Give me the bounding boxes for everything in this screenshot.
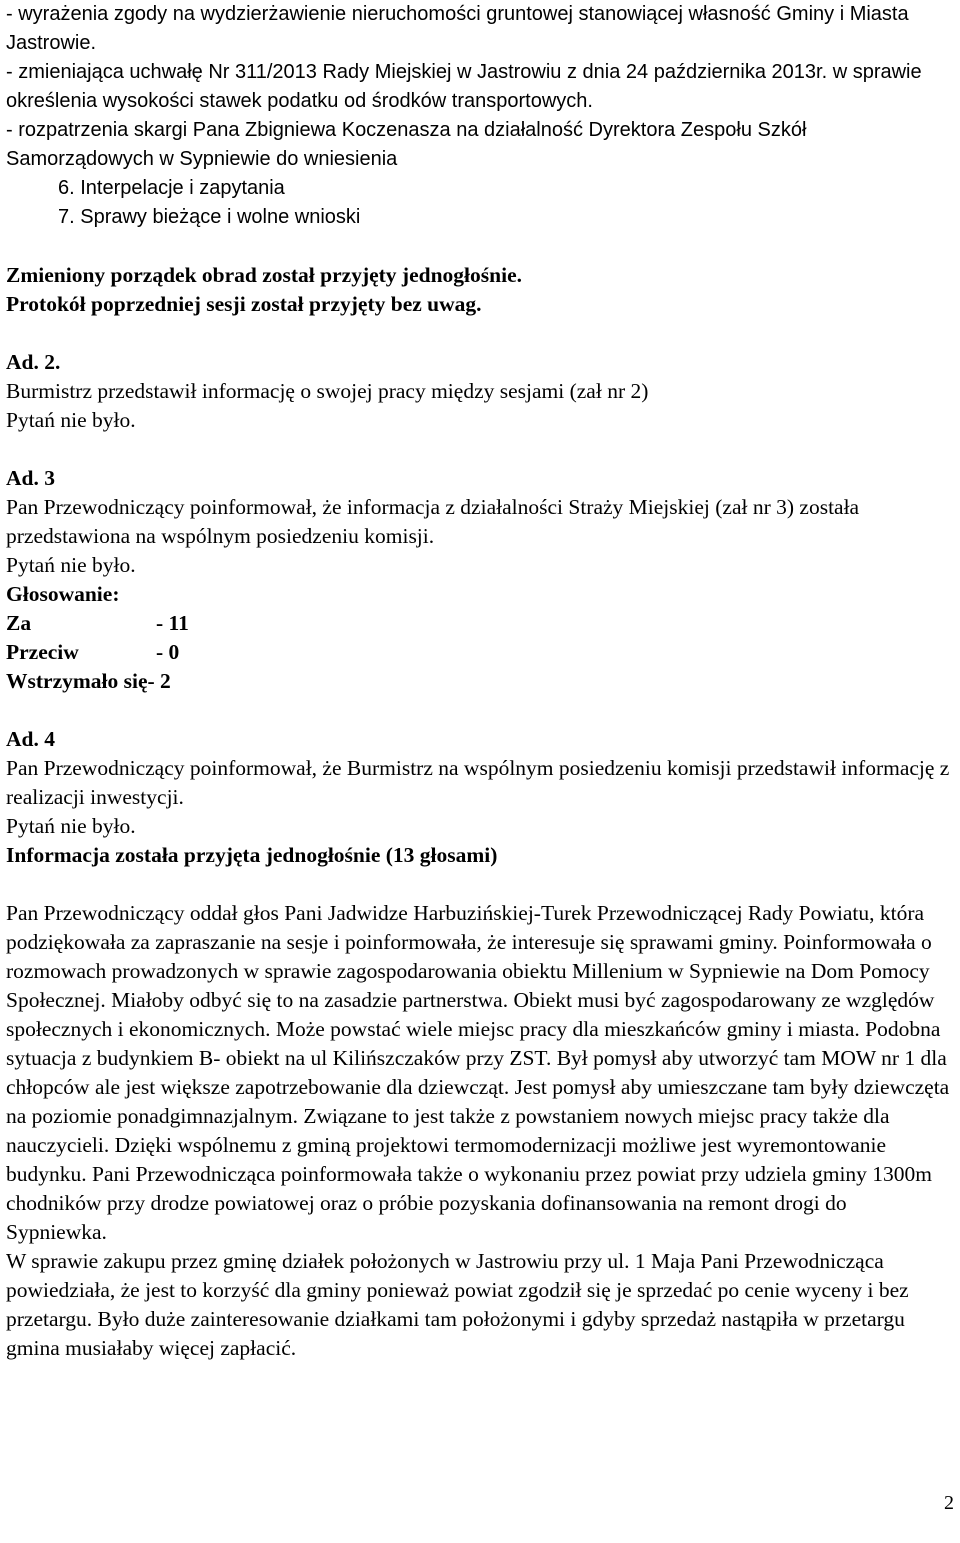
document-page <box>6 0 950 1363</box>
page-number: 2 <box>944 1492 954 1514</box>
ad3-text: Pan Przewodniczący poinformował, że informacja z działalności Straży Miejskiej (zał nr 3) została przedstawiona na wspólnym posiedzeniu komisji. <box>6 495 860 548</box>
ad4-heading: Ad. 4 <box>6 727 55 751</box>
vote-abstain: Wstrzymało się- 2 <box>6 669 171 693</box>
agenda-line-complaint: - rozpatrzenia skargi Pana Zbigniewa Koczenasza na działalność Dyrektora Zespołu Szkół Samorządowych w Sypniewie do wniesienia <box>6 119 807 170</box>
ad3-vote-heading: Głosowanie: <box>6 582 120 606</box>
vote-against-label: Przeciw <box>6 640 79 664</box>
vote-for-row <box>6 609 206 638</box>
ad3-heading: Ad. 3 <box>6 466 55 490</box>
agenda-item-7: 7. Sprawy bieżące i wolne wnioski <box>58 206 361 228</box>
ad3-no-questions: Pytań nie było. <box>6 553 136 577</box>
order-changed-statement: Zmieniony porządek obrad został przyjęty jednogłośnie. <box>6 263 522 287</box>
ad4-accepted-statement: Informacja została przyjęta jednogłośnie (13 głosami) <box>6 843 498 867</box>
vote-for-value: - 11 <box>156 611 189 635</box>
ad2-text: Burmistrz przedstawił informację o swojej pracy między sesjami (zał nr 2) <box>6 379 649 403</box>
ad2-heading: Ad. 2. <box>6 350 61 374</box>
vote-for-label: Za <box>6 611 32 635</box>
vote-against-value: - 0 <box>156 640 180 664</box>
minutes-accepted-statement: Protokół poprzedniej sesji został przyjęty bez uwag. <box>6 292 482 316</box>
ad4-no-questions: Pytań nie było. <box>6 814 136 838</box>
body-paragraph-1: Pan Przewodniczący oddał głos Pani Jadwidze Harbuzińskiej-Turek Przewodniczącej Rady Powiatu, która podziękowała za zapraszanie na sesje i poinformowała, że interesuje się sprawami gminy. Poinformowała o rozmowach prowadzonych w sprawie zagospodarowania obiektu Millenium w Sypniewie na Dom Pomocy Społecznej. Miałoby odbyć się to na zasadzie partnerstwa. Obiekt musi być zagospodarowany ze względów społecznych i ekonomicznych. Może powstać wiele miejsc pracy dla mieszkańców gminy i miasta. Podobna sytuacja z budynkiem B- obiekt na ul Kilińszczaków przy ZST. Był pomysł aby utworzyć tam MOW nr 1 dla chłopców ale jest większe zapotrzebowanie dla dziewcząt. Jest pomysł aby umieszczane tam były dziewczęta na poziomie ponadgimnazjalnym. Związane to jest także z powstaniem nowych miejsc pracy także dla nauczycieli. Dzięki wspólnemu z gminą projektowi termomodernizacji możliwe jest wyremontowanie budynku. Pani Przewodnicząca poinformowała także o wykonaniu przez powiat przy udziela gminy 1300m chodników przy drodze powiatowej oraz o próbie pozyskania dofinansowania na remont drogi do Sypniewka. <box>6 901 950 1244</box>
agenda-item-6: 6. Interpelacje i zapytania <box>58 177 285 199</box>
ad4-text: Pan Przewodniczący poinformował, że Burmistrz na wspólnym posiedzeniu komisji przedstawił informację z realizacji inwestycji. <box>6 756 950 809</box>
ad2-no-questions: Pytań nie było. <box>6 408 136 432</box>
agenda-line-tax-resolution: - zmieniająca uchwałę Nr 311/2013 Rady Miejskiej w Jastrowiu z dnia 24 października 2013r. w sprawie określenia wysokości stawek podatku od środków transportowych. <box>6 61 922 112</box>
vote-against-row <box>6 638 206 667</box>
body-paragraph-2: W sprawie zakupu przez gminę działek położonych w Jastrowiu przy ul. 1 Maja Pani Przewodnicząca powiedziała, że jest to korzyść dla gminy ponieważ powiat zgodził się je sprzedać po cenie wyceny i bez przetargu. Było duże zainteresowanie działkami tam położonymi i gdyby sprzedaż nastąpiła w przetargu gmina musiałaby więcej zapłacić. <box>6 1249 909 1360</box>
agenda-line-land-lease: - wyrażenia zgody na wydzierżawienie nieruchomości gruntowej stanowiącej własność Gminy i Miasta Jastrowie. <box>6 3 909 54</box>
